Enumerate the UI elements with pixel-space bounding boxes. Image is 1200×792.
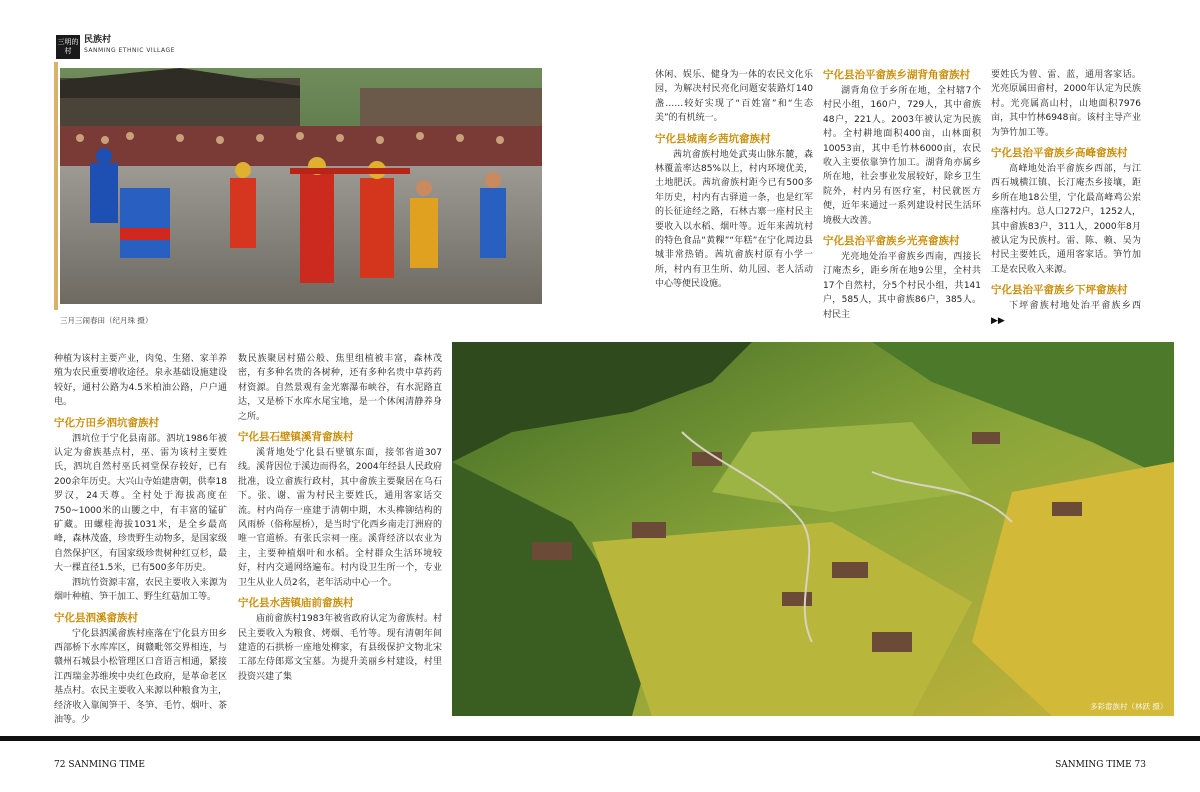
article-column-top1 xyxy=(655,68,813,292)
section-heading: 宁化县治平畲族乡高峰畲族村 xyxy=(991,147,1128,160)
paragraph: 要姓氏为曾、雷、蓝，通用客家话。光亮原属田畲村，2000年认定为民族村。光亮属高山村，山地面积7976亩，其中竹林6948亩。该村主导产业为笋竹加工等。 xyxy=(991,70,1141,138)
section-heading: 宁化县泗溪畲族村 xyxy=(54,611,138,624)
page-number-left: 72 SANMING TIME xyxy=(54,760,145,770)
paragraph: 泗坑竹资源丰富，农民主要收入来源为烟叶种植、笋干加工、野生红菇加工等。 xyxy=(54,577,227,603)
paragraph: 休闲、娱乐、健身为一体的农民文化乐园，为解决村民亮化问题安装路灯140盏……较好实现了“百姓富”和“生态美”的有机统一。 xyxy=(655,70,813,124)
section-heading: 宁化县治平畲族乡光亮畲族村 xyxy=(823,235,960,248)
section-heading: 宁化县城南乡茜坑畲族村 xyxy=(655,132,771,145)
bottom-rule xyxy=(0,736,1200,741)
paragraph: 茜坑畲族村地处武夷山脉东麓，森林覆盖率达85%以上，村内环境优美，土地肥沃。茜坑畲族村距今已有500多年历史，村内有古驿道一条，也是红军的长征途经之路，石林古寨一座村民主要收入以水稻、烟叶等。近年来茜坑村的特色食品“黄粿”“年糕”在宁化周边县城非常热销。茜坑畲族村原有小学一所，村内有卫生所、幼儿园、老人活动中心等便民设施。 xyxy=(655,149,813,290)
section-title: 民族村 xyxy=(84,35,112,45)
article-column-top2 xyxy=(823,68,981,322)
section-heading: 宁化县治平畲族乡湖背角畲族村 xyxy=(823,69,970,81)
section-heading: 宁化县治平畲族乡下坪畲族村 xyxy=(991,284,1128,297)
section-subtitle: SANMING ETHNIC VILLAGE xyxy=(84,47,175,54)
article-column-bottom2 xyxy=(238,352,442,684)
paragraph: 种植为该村主要产业，肉兔、生猪、家羊养殖为农民重要增收途径。泉永基础设施建设较好，通村公路为4.5米柏油公路，户户通电。 xyxy=(54,354,227,408)
paragraph: 宁化县泗溪畲族村座落在宁化县方田乡西部桥下水库库区，闽赣毗邻交界相连，与赣州石城县小松管理区口音语言相通，紧接江西瑞金苏维埃中央红色政府，是革命老区基点村。农民主要收入来源以种粮食为主，经济收入靠闽笋干、冬笋、毛竹、烟叶、茶油等。少 xyxy=(54,628,227,725)
paragraph: 数民族聚居村猫公般、焦里组植被丰富，森林茂密，有多种名贵的各树种，还有多种名贵中草药药材资源。自然景观有金光寨瀑布峡谷，有水泥路直达，又是桥下水库水尾宝地，是一个休闲清静养身之所。 xyxy=(238,354,442,422)
section-heading: 宁化县石壁镇溪背畲族村 xyxy=(238,431,354,444)
paragraph: 泗坑位于宁化县南部。泗坑1986年被认定为畲族基点村，巫、雷为该村主要姓氏，泗坑自然村巫氏祠堂保存较好，已有200余年历史。大兴山寺始建唐朝，供奉18罗汉，24天尊。全村处于海拔高度在750~1000米的山腰之中，有丰富的锰矿矿藏。田螺桂海拔1031米，是全乡最高峰，森林茂盛，珍贵野生动物多，是国家级自然保护区，有国家级珍贵树种红豆杉，最大一棵直径1.5米，已有500多年历史。 xyxy=(54,433,227,574)
photo-accent-bar xyxy=(54,62,58,310)
paragraph xyxy=(991,299,1141,328)
page-number-right: SANMING TIME 73 xyxy=(1055,760,1146,770)
magazine-logo xyxy=(56,35,80,59)
paragraph-text: 下坪畲族村地处治平畲族乡西 xyxy=(1009,301,1141,312)
valley-photo xyxy=(452,342,1174,716)
section-heading: 宁化方田乡泗坑畲族村 xyxy=(54,416,159,429)
paragraph: 湖背角位于乡所在地，全村辖7个村民小组，160户，729人，其中畲族48户，221人。2003年被认定为民族村。全村耕地面积400亩，山林面积10053亩，其中毛竹林6000亩，农民收入主要依靠笋竹加工。湖背角亦属乡所在地，社会事业发展较好，除乡卫生院外，村内另有医疗室，村民就医方便，近年来通过一系列建设村民生活环境极大改善。 xyxy=(823,86,981,226)
paragraph: 庙前畲族村1983年被省政府认定为畲族村。村民主要收入为粮食、烤烟、毛竹等。现有清朝年间建造的石拱桥一座地处柳家，有县级保护文物北宋工部左侍郎郑文宝墓。为提升美丽乡村建设，村里投资兴建了集 xyxy=(238,614,442,682)
paragraph: 溪背地处宁化县石壁镇东面，接邻省道307线。溪背因位于溪边而得名，2004年经县人民政府批准，设立畲族行政村，其中畲族主要聚居在乌石下。张、谢、雷为村民主要姓氏，通用客家话交流。村内尚存一座建于清朝中期，木头榫铆结构的风雨桥（俗称屋桥），是当时宁化西乡南走汀洲府的唯一官道桥。有张氏宗祠一座。溪背经济以农业为主，主要种植烟叶和水稻。全村群众生活环境较好，村内交通网络遍布。村内设卫生所一个，专业卫生从业人员2名，老年活动中心一个。 xyxy=(238,448,442,588)
paragraph: 高峰地处治平畲族乡西部，与江西石城横江镇、长汀庵杰乡接壤，距乡所在地18公里，宁化最高峰鸡公岽座落村内。总人口272户，1252人，其中畲族83户，311人，2000年8月被认定为民族村。雷、陈、赖、吴为村民主要姓氏，通用客家话。笋竹加工是农民收入来源。 xyxy=(991,164,1141,275)
continue-arrow-icon: ▶▶ xyxy=(991,315,1005,326)
paragraph: 光亮地处治平畲族乡西南，西接长汀庵杰乡，距乡所在地9公里，全村共17个自然村，分5个村民小组，共141户，585人，其中畲族86户，385人。村民主 xyxy=(823,252,981,320)
photo2-caption: 多彩畲族村（林跃 摄） xyxy=(1090,702,1168,711)
festival-photo xyxy=(60,68,542,304)
section-heading: 宁化县水茜镇庙前畲族村 xyxy=(238,597,354,610)
article-column-bottom1 xyxy=(54,352,227,727)
article-column-top3 xyxy=(991,68,1141,328)
logo-line1: 三明的村 xyxy=(57,38,79,55)
photo1-caption: 三月三闹春田（纪月珠 摄） xyxy=(60,316,153,325)
